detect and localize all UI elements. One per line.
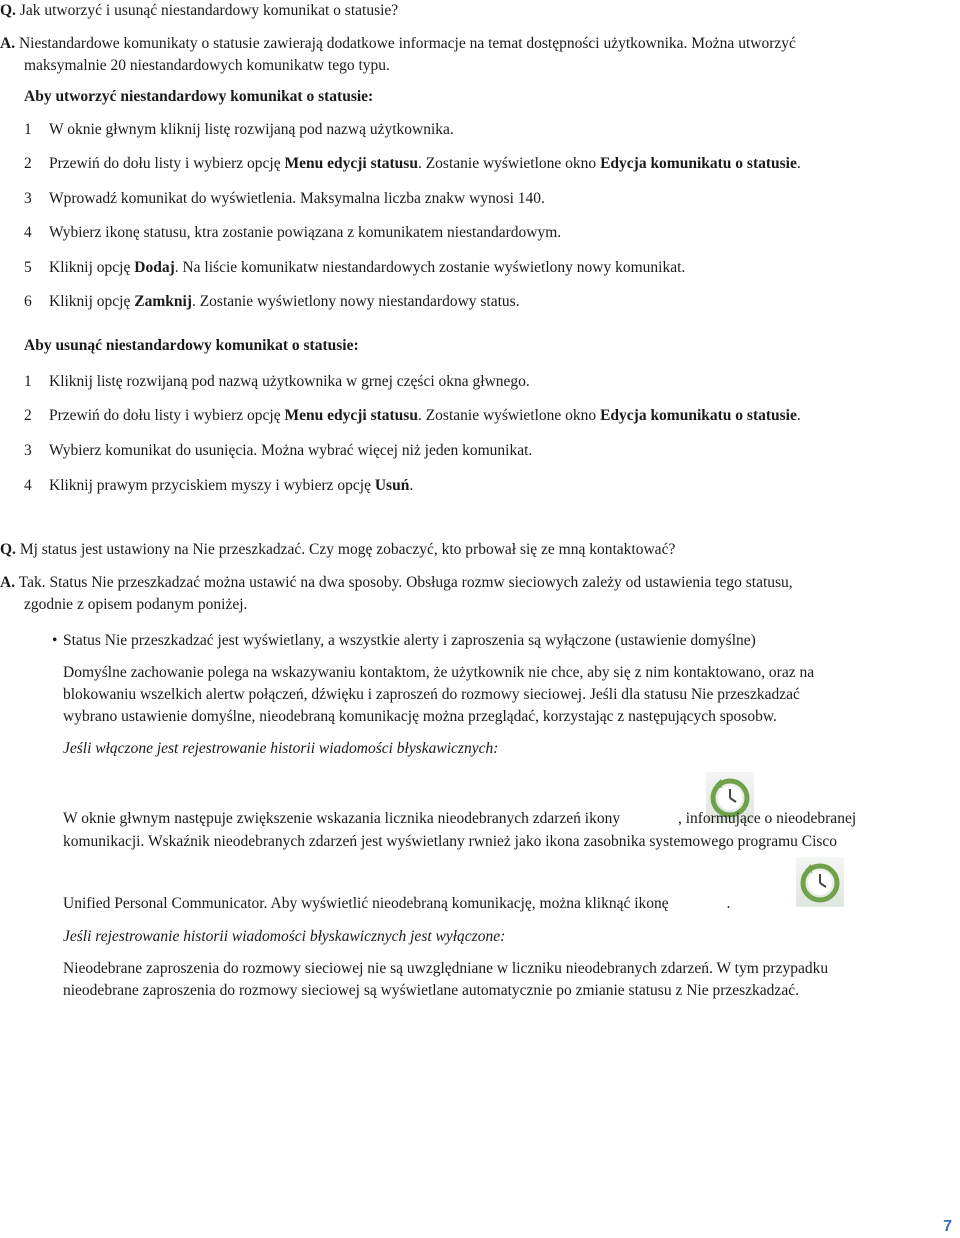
q2-answer-line2: zgodnie z opisem podanym poniżej. [24, 596, 248, 613]
q2-question: Q. Mj status jest ustawiony na Nie przeszkadzać. Czy mogę zobaczyć, kto prbował się ze mną kontaktować? [0, 541, 676, 558]
history-off-heading: Jeśli rejestrowanie historii wiadomości błyskawicznych jest wyłączone: [63, 928, 506, 945]
delete-step: 1 Kliknij listę rozwijaną pod nazwą użytkownika w grnej części okna głwnego. [24, 373, 530, 390]
main-window-line2: komunikacji. Wskaźnik nieodebranych zdarzeń jest wyświetlany rwnież jako ikona zasobnika systemowego programu Cisco [63, 833, 838, 850]
q1-answer-line1: A. Niestandardowe komunikaty o statusie zawierają dodatkowe informacje na temat dostępności użytkownika. Można utworzyć [0, 35, 796, 52]
history-on-heading: Jeśli włączone jest rejestrowanie historii wiadomości błyskawicznych: [63, 740, 499, 757]
default-paragraph-line: wybrano ustawienie domyślne, nieodebraną komunikację można przeglądać, korzystając z następujących sposobw. [63, 708, 777, 725]
delete-heading: Aby usunąć niestandardowy komunikat o statusie: [24, 337, 359, 354]
delete-step: 3 Wybierz komunikat do usunięcia. Można wybrać więcej niż jeden komunikat. [24, 442, 533, 459]
create-step: 1 W oknie głwnym kliknij listę rozwijaną pod nazwą użytkownika. [24, 121, 454, 138]
q1-answer-line2: maksymalnie 20 niestandardowych komunikatw tego typu. [24, 57, 390, 74]
create-step: 4 Wybierz ikonę statusu, ktra zostanie powiązana z komunikatem niestandardowym. [24, 224, 562, 241]
delete-step: 2 Przewiń do dołu listy i wybierz opcję Menu edycji statusu. Zostanie wyświetlone okno Edycja komunikatu o statusie. [24, 407, 801, 424]
delete-step: 4 Kliknij prawym przyciskiem myszy i wybierz opcję Usuń. [24, 477, 414, 494]
q1-question: Q. Jak utworzyć i usunąć niestandardowy komunikat o statusie? [0, 2, 399, 19]
main-window-line1: W oknie głwnym następuje zwiększenie wskazania licznika nieodebranych zdarzeń ikony , informujące o nieodebranej [63, 810, 857, 827]
q2-answer-line1: A. Tak. Status Nie przeszkadzać można ustawić na dwa sposoby. Obsługa rozmw sieciowych zależy od ustawienia tego statusu, [0, 574, 793, 591]
page-number: 7 [943, 1218, 952, 1235]
create-step: 2 Przewiń do dołu listy i wybierz opcję Menu edycji statusu. Zostanie wyświetlone okno Edycja komunikatu o statusie. [24, 155, 801, 172]
default-paragraph-line: blokowaniu wszelkich alertw połączeń, dźwięku i zaproszeń do rozmowy sieciowej. Jeśli dla statusu Nie przeszkadzać [63, 686, 800, 703]
create-heading: Aby utworzyć niestandardowy komunikat o statusie: [24, 88, 374, 105]
off-paragraph-line: nieodebrane zaproszenia do rozmowy sieciowej są wyświetlane automatycznie po zmianie statusu z Nie przeszkadzać. [63, 982, 799, 999]
create-step: 5 Kliknij opcję Dodaj. Na liście komunikatw niestandardowych zostanie wyświetlony nowy komunikat. [24, 259, 686, 276]
bullet-dot: • [52, 632, 58, 649]
create-step: 6 Kliknij opcję Zamknij. Zostanie wyświetlony nowy niestandardowy status. [24, 293, 520, 310]
missed-events-clock-icon [796, 857, 844, 907]
default-paragraph-line: Domyślne zachowanie polega na wskazywaniu kontaktom, że użytkownik nie chce, aby się z nim kontaktowano, oraz na [63, 664, 815, 681]
bullet-item: • Status Nie przeszkadzać jest wyświetlany, a wszystkie alerty i zaproszenia są wyłączone (ustawienie domyślne) [52, 630, 756, 652]
main-window-line3: Unified Personal Communicator. Aby wyświetlić nieodebraną komunikację, można kliknąć ikonę . [63, 895, 731, 912]
off-paragraph-line: Nieodebrane zaproszenia do rozmowy sieciowej nie są uwzględniane w liczniku nieodebranych zdarzeń. W tym przypadku [63, 960, 829, 977]
create-step: 3 Wprowadź komunikat do wyświetlenia. Maksymalna liczba znakw wynosi 140. [24, 190, 545, 207]
